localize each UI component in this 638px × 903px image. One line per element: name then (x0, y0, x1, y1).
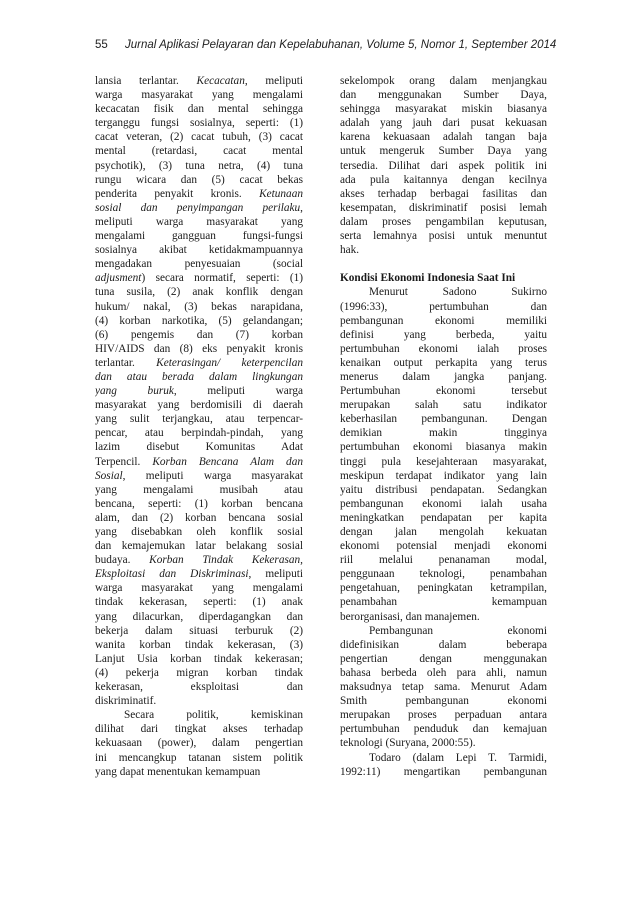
left-line: kekuasaan (power), dalam pengertian (95, 737, 303, 750)
left-line: dan atau berada dalam lingkungan (95, 370, 303, 383)
left-column (95, 74, 303, 779)
right-line: hak. (340, 244, 360, 257)
right-line: pertumbuhan penduduk dan kemajuan (340, 723, 547, 736)
right-line: pengetahuan, peningkatan ketrampilan, (340, 582, 547, 595)
right-line: keberhasilan pembangunan. Dengan (340, 413, 547, 426)
right-line: kenaikan output perkapita yang terus (340, 356, 547, 369)
right-line: maksudnya tetap sama. Menurut Adam (340, 681, 547, 694)
right-line: 1992:11) mengartikan pembangunan (340, 765, 547, 778)
right-line: Smith pembangunan ekonomi (340, 695, 547, 708)
right-line: Menurut Sadono Sukirno (369, 286, 547, 299)
right-line: bahasa berbeda oleh para ahli, namun (340, 666, 547, 679)
left-line: Eksploitasi dan Diskriminasi, meliputi (95, 568, 303, 581)
left-line: yang dilacurkan, diperdagangkan dan (95, 610, 303, 623)
right-line: sekelompok orang dalam menjangkau (340, 75, 547, 87)
left-line: kecacatan fisik dan mental sehingga (95, 103, 303, 116)
right-line: dengan jalan mengolah kekuatan (340, 526, 547, 538)
left-line: terganggu fungsi sosialnya, seperti: (1) (95, 117, 303, 130)
left-line: hukum/ nakal, (3) bekas narapidana, (95, 300, 303, 313)
right-line: meningkatkan pendapatan per kapita (340, 511, 547, 524)
left-line: Terpencil. Korban Bencana Alam dan (95, 455, 303, 468)
left-line: diskriminatif. (95, 695, 157, 708)
left-line: mental (retardasi, cacat mental (95, 145, 303, 158)
right-line: Pertumbuhan ekonomi tersebut (340, 385, 547, 398)
left-line: psychotik), (3) tuna netra, (4) tuna (95, 159, 303, 172)
right-line: teknologi (Suryana, 2000:55). (340, 737, 476, 750)
left-line: bekerja dalam situasi terburuk (2) (95, 624, 303, 637)
right-line: sehingga masyarakat miskin biasanya (340, 103, 547, 116)
right-line: penambahan kemampuan (340, 596, 547, 609)
left-line: dilihat dari tingkat akses terhadap (95, 723, 303, 736)
right-line: (1996:33), pertumbuhan dan (340, 300, 547, 313)
right-line: definisi yang berbeda, yaitu (340, 328, 547, 341)
left-line: tindak kekerasan, seperti: (1) anak (95, 596, 303, 609)
page-number: 55 (95, 39, 108, 51)
left-line: yang dapat menentukan kemampuan (95, 765, 261, 778)
left-line: budaya. Korban Tindak Kekerasan, (95, 554, 303, 567)
left-line: dan kemajemukan latar belakang sosial (95, 540, 303, 553)
right-line: merupakan salah satu indikator (340, 399, 547, 412)
right-line: akses terhadap berbagai fasilitas dan (340, 187, 547, 200)
left-line: kekerasan, eksploitasi dan (95, 681, 303, 694)
left-line: meliputi warga masyarakat yang (95, 215, 303, 228)
left-line: wanita korban tindak kekerasan, (3) (95, 638, 303, 651)
right-line: pembangunan ekonomi memiliki (340, 314, 547, 327)
right-line: karena kekuasaan adalah tangan baja (340, 131, 547, 144)
left-line: sosialnya akibat ketidakmampuannya (95, 244, 303, 257)
right-line: untuk mengeruk Sumber Daya yang (340, 145, 547, 158)
right-line: meskipun terdapat indikator yang lain (340, 469, 547, 482)
left-line: ini mencangkup tatanan sistem politik (95, 751, 303, 764)
page-header (95, 39, 575, 51)
right-line: riil melalui penanaman modal, (340, 554, 547, 567)
left-line: rungu wicara dan (5) cacat bekas (95, 173, 303, 186)
left-line: yang buruk, meliputi warga (95, 385, 303, 398)
right-line: berorganisasi, dan manajemen. (340, 610, 480, 623)
right-line: tersedia. Dilihat dari aspek politik ini (340, 159, 547, 172)
left-line: mengadakan penyesuaian (social (95, 258, 303, 271)
right-line: dalam proses pengambilan keputusan, (340, 215, 547, 228)
right-line: Kondisi Ekonomi Indonesia Saat Ini (340, 272, 516, 285)
left-line: (6) pengemis dan (7) korban (95, 328, 303, 341)
right-line: tinggi pula kesejahteraan masyarakat, (340, 455, 547, 468)
left-line: alam, dan (2) korban bencana sosial (95, 511, 303, 524)
right-line: pertumbuhan ekonomi ialah proses (340, 342, 547, 355)
right-line: Pembangunan ekonomi (369, 624, 547, 637)
left-line: yang disebabkan oleh konflik sosial (95, 526, 303, 538)
left-line: lansia terlantar. Kecacatan, meliputi (95, 75, 303, 87)
left-line: warga masyarakat yang mengalami (95, 582, 303, 595)
left-line: sosial dan penyimpangan perilaku, (95, 201, 303, 214)
right-line: dan menggunakan Sumber Daya, (340, 89, 547, 102)
left-line: masyarakat yang berdomisili di daerah (95, 399, 303, 412)
left-line: mengalami gangguan fungsi-fungsi (95, 230, 303, 243)
right-line: serta lemahnya posisi untuk menuntut (340, 230, 547, 243)
left-line: (4) pekerja migran korban tindak (95, 666, 303, 679)
left-line: pencar, atau berpindah-pindah, yang (95, 427, 303, 440)
journal-title: Jurnal Aplikasi Pelayaran dan Kepelabuhanan, Volume 5, Nomor 1, September 2014 (125, 39, 557, 51)
right-line: penggunaan teknologi, penambahan (340, 568, 547, 581)
left-line: adjusment) secara normatif, seperti: (1) (95, 272, 303, 285)
right-line: demikian makin tingginya (340, 427, 547, 440)
right-line: kesempatan, diskriminatif posisi lemah (340, 201, 547, 214)
right-line: didefinisikan dalam beberapa (340, 638, 547, 651)
left-line: bencana, seperti: (1) korban bencana (95, 497, 303, 510)
left-line: Lanjut Usia korban tindak kekerasan; (95, 652, 303, 665)
right-line: adalah yang jauh dari pusat kekuasan (340, 117, 547, 130)
left-line: HIV/AIDS dan (8) eks penyakit kronis (95, 342, 303, 355)
left-line: Sosial, meliputi warga masyarakat (95, 469, 303, 482)
right-line: menerus dalam jangka panjang. (340, 370, 547, 383)
left-line: (4) korban narkotika, (5) gelandangan; (95, 314, 303, 327)
right-line: ada pula kaitannya dengan kecilnya (340, 173, 547, 186)
left-line: cacat veteran, (2) cacat tubuh, (3) cacat (95, 131, 303, 144)
paragraph-gap (340, 257, 547, 271)
left-line: yang mengalami musibah atau (95, 483, 303, 496)
right-line: pembangunan ekonomi ialah usaha (340, 497, 547, 510)
left-line: tuna susila, (2) anak konflik dengan (95, 286, 303, 299)
right-line: ekonomi potensial menjadi ekonomi (340, 540, 547, 553)
left-line: lazim disebut Komunitas Adat (95, 441, 303, 454)
left-line: terlantar. Keterasingan/ keterpencilan (95, 356, 303, 369)
right-column (340, 74, 547, 779)
left-line: Secara politik, kemiskinan (124, 709, 303, 722)
right-line: yaitu distribusi pendapatan. Sedangkan (340, 483, 547, 496)
left-line: yang sulit terjangkau, atau terpencar- (95, 413, 303, 426)
right-line: pertumbuhan ekonomi biasanya makin (340, 441, 547, 454)
right-line: merupakan proses perpaduan antara (340, 709, 547, 722)
left-line: warga masyarakat yang mengalami (95, 89, 303, 102)
right-line: Todaro (dalam Lepi T. Tarmidi, (369, 751, 547, 764)
left-line: penderita penyakit kronis. Ketunaan (95, 187, 303, 200)
right-line: pengertian dengan menggunakan (340, 652, 547, 665)
